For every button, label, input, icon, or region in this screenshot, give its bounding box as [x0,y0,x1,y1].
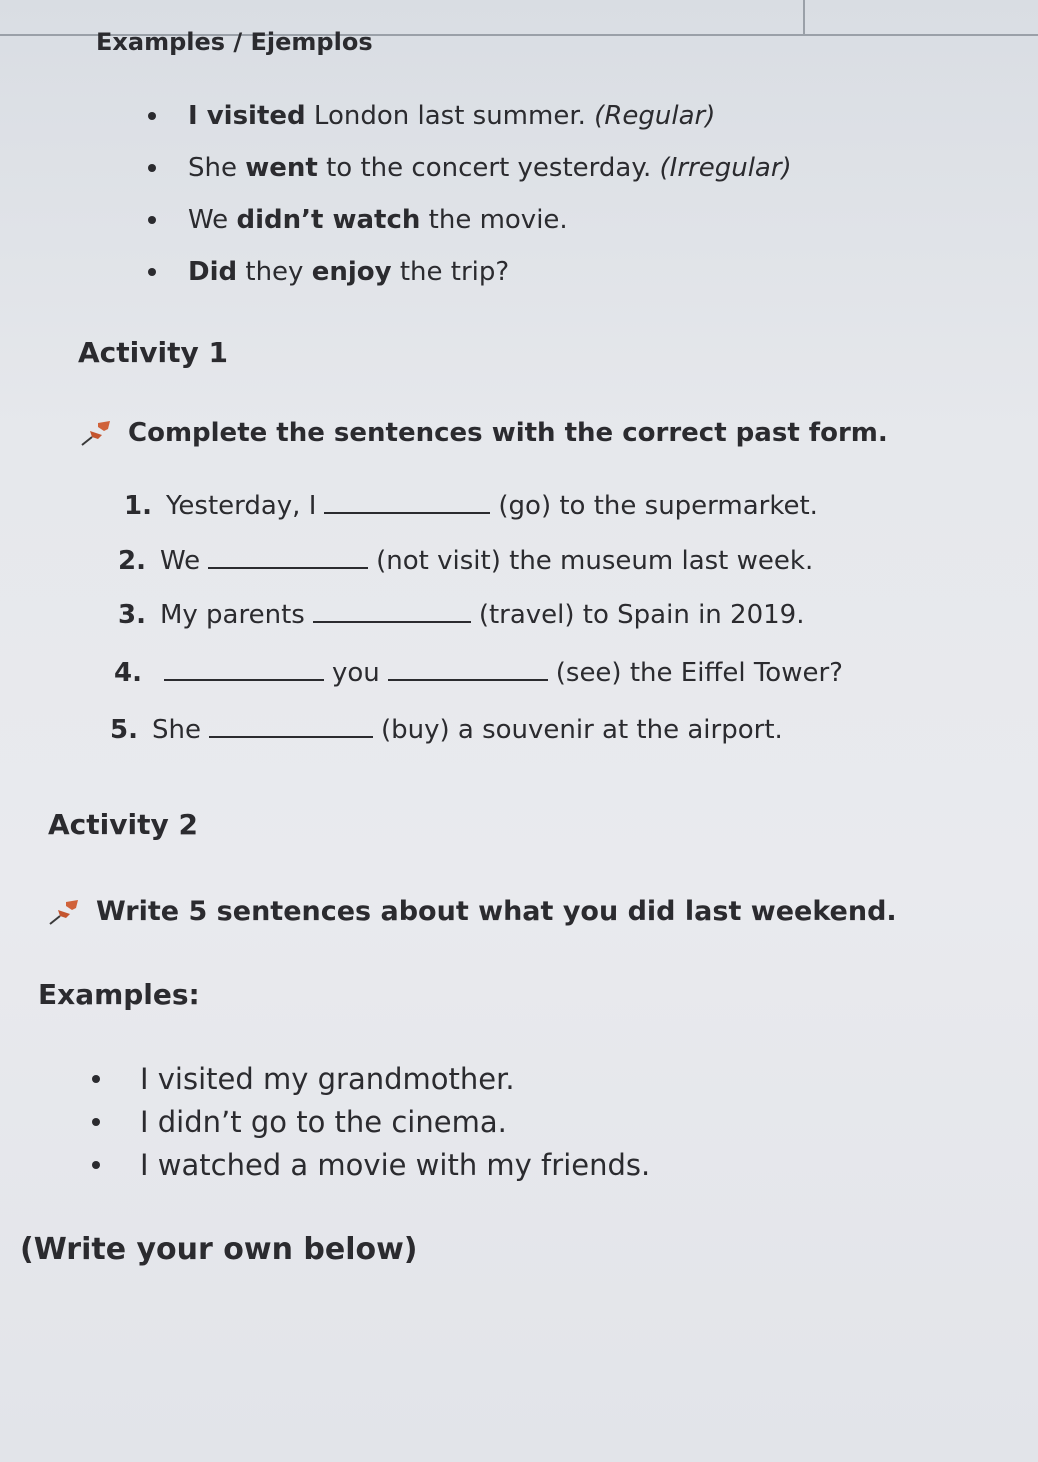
exercise-item-5: 5. She (buy) a souvenir at the airport. [110,712,783,745]
list-item: She went to the concert yesterday. (Irregular) [188,142,792,194]
pushpin-icon [80,419,116,447]
answer-blank[interactable] [324,488,490,514]
activity1-instruction [80,418,888,448]
instruction-text: Write 5 sentences about what you did last weekend. [96,896,897,927]
list-item: I didn’t go to the cinema. [140,1101,650,1144]
activity2-instruction [48,896,897,927]
answer-blank[interactable] [164,655,324,681]
exercise-item-1: 1. Yesterday, I (go) to the supermarket. [124,488,818,521]
exercise-item-4: 4. you (see) the Eiffel Tower? [114,655,843,688]
write-your-own-prompt: (Write your own below) [20,1232,418,1267]
weekend-examples-list [140,1058,650,1187]
examples-heading: Examples / Ejemplos [96,28,373,56]
top-divider-vertical [803,0,805,36]
list-item: I visited my grandmother. [140,1058,650,1101]
answer-blank[interactable] [208,543,368,569]
list-item: We didn’t watch the movie. [188,194,792,246]
list-item: Did they enjoy the trip? [188,246,792,298]
list-item: I watched a movie with my friends. [140,1144,650,1187]
answer-blank[interactable] [313,597,471,623]
answer-blank[interactable] [209,712,373,738]
examples-label: Examples: [38,978,200,1011]
pushpin-icon [48,898,84,926]
exercise-item-2: 2. We (not visit) the museum last week. [118,543,813,576]
instruction-text: Complete the sentences with the correct past form. [128,418,888,448]
answer-blank[interactable] [388,655,548,681]
grammar-examples-list [188,90,792,298]
exercise-item-3: 3. My parents (travel) to Spain in 2019. [118,597,804,630]
list-item: I visited London last summer. (Regular) [188,90,792,142]
activity1-heading: Activity 1 [78,336,228,369]
activity2-heading: Activity 2 [48,808,198,841]
